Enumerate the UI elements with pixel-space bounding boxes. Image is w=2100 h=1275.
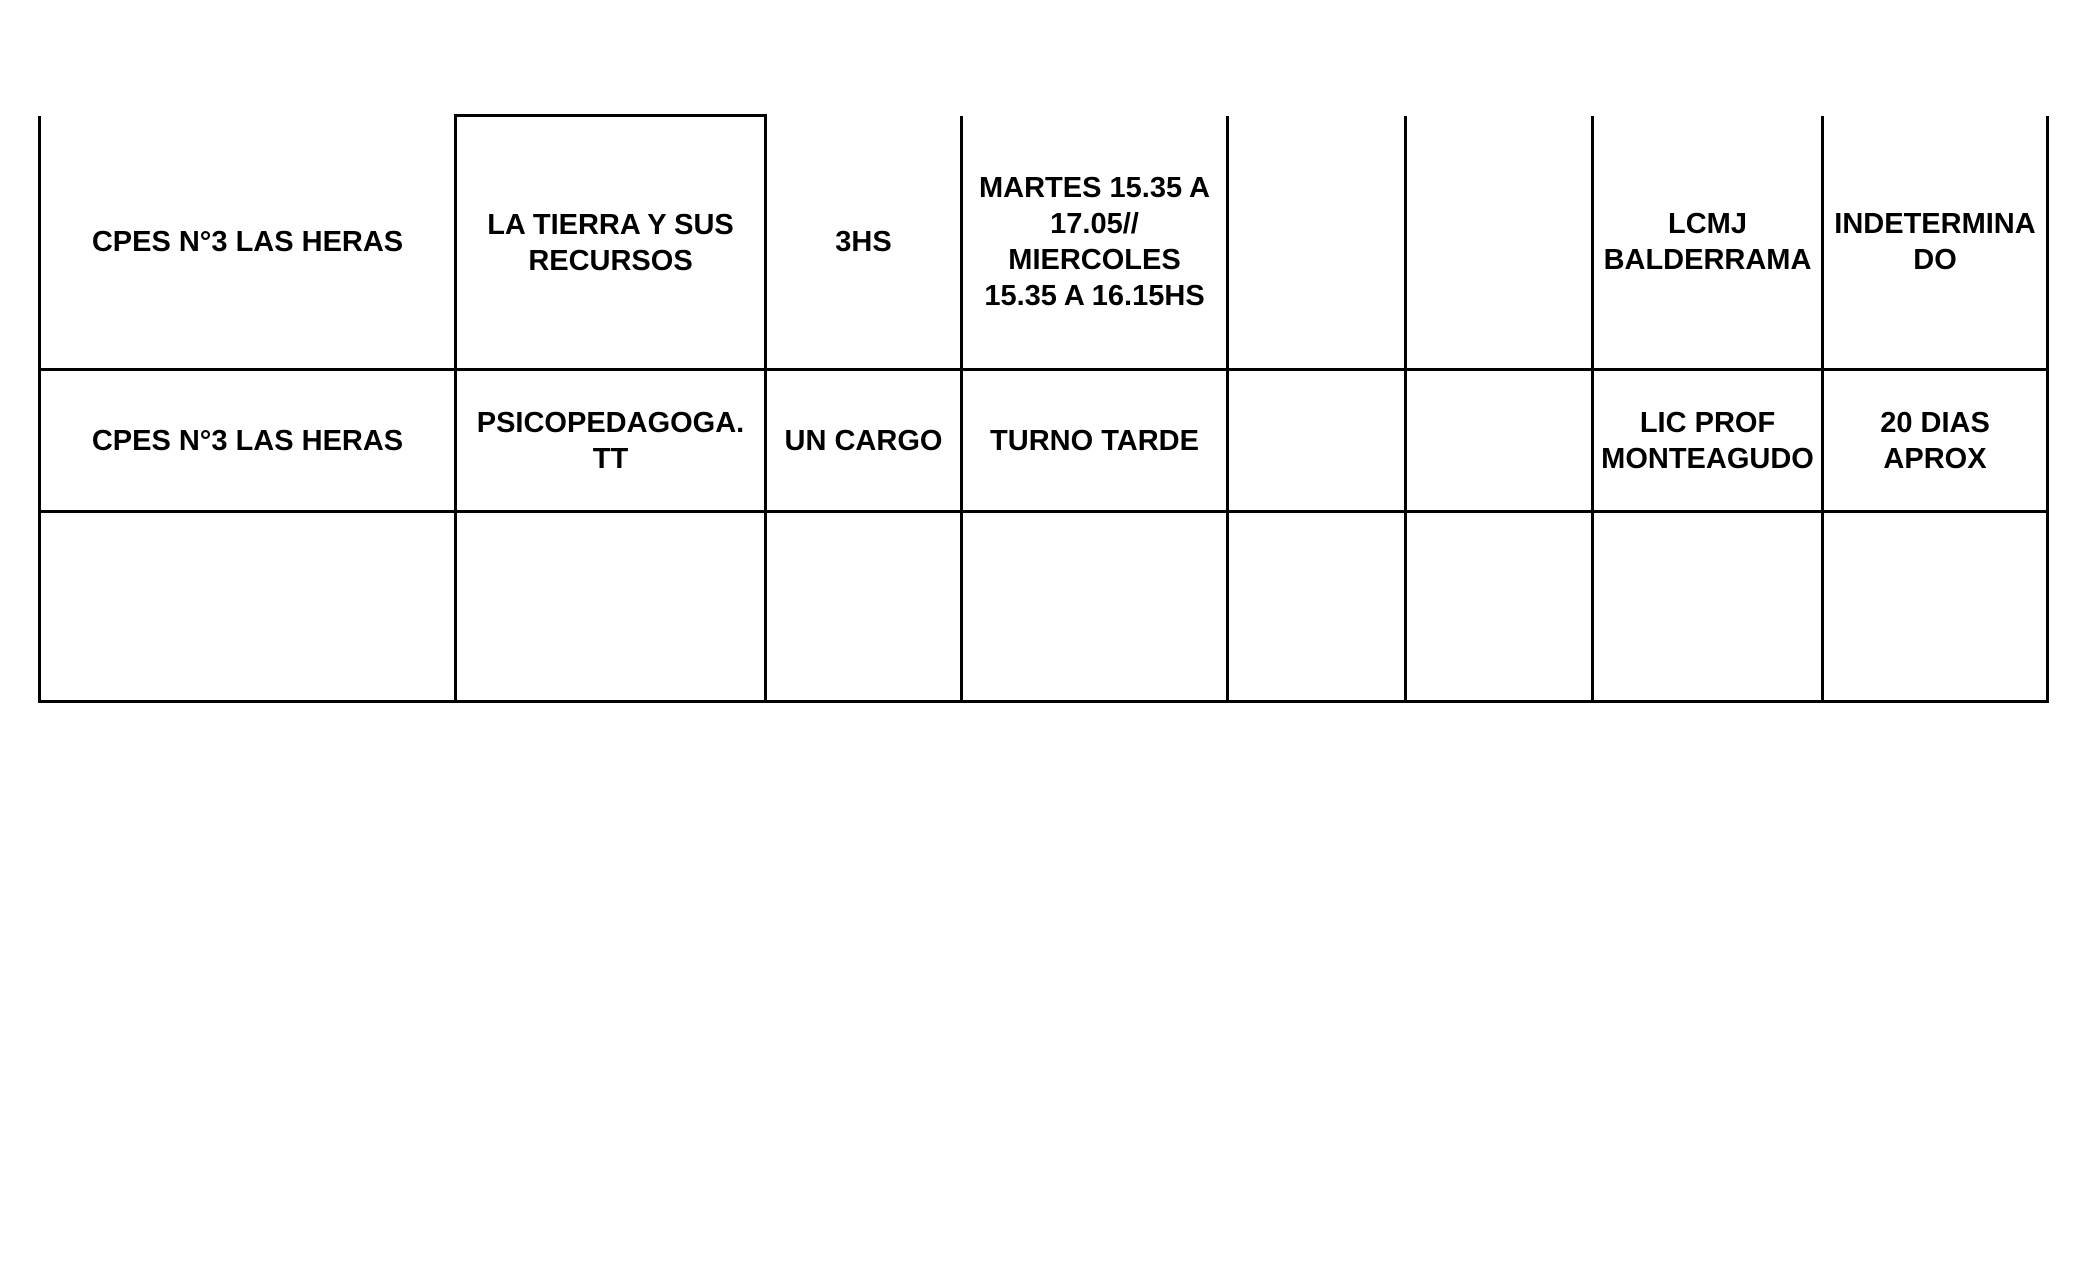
- table-cell-empty: [1823, 512, 2048, 702]
- table-cell-empty: [1228, 116, 1406, 370]
- table-cell-teacher: LCMJ BALDERRAMA: [1593, 116, 1823, 370]
- table-row: [40, 370, 2048, 512]
- table-cell-empty: [1406, 116, 1593, 370]
- table-cell-empty: [1406, 512, 1593, 702]
- table-cell-empty: [1228, 370, 1406, 512]
- table-cell-empty: [456, 512, 766, 702]
- table-cell-school: CPES N°3 LAS HERAS: [40, 116, 456, 370]
- table-cell-empty: [1593, 512, 1823, 702]
- table-cell-hours: UN CARGO: [766, 370, 962, 512]
- table-cell-school: CPES N°3 LAS HERAS: [40, 370, 456, 512]
- table-cell-duration: 20 DIAS APROX: [1823, 370, 2048, 512]
- table-cell-schedule: TURNO TARDE: [962, 370, 1228, 512]
- table-row: [40, 116, 2048, 370]
- table-cell-subject: LA TIERRA Y SUS RECURSOS: [456, 116, 766, 370]
- table-cell-empty: [962, 512, 1228, 702]
- table-cell-schedule: MARTES 15.35 A 17.05// MIERCOLES 15.35 A 16.15HS: [962, 116, 1228, 370]
- table-cell-empty: [766, 512, 962, 702]
- table-cell-empty: [40, 512, 456, 702]
- table-cell-hours: 3HS: [766, 116, 962, 370]
- vacancy-table: [38, 114, 2049, 703]
- table-cell-duration: INDETERMINA DO: [1823, 116, 2048, 370]
- table-cell-teacher: LIC PROF MONTEAGUDO: [1593, 370, 1823, 512]
- table-cell-subject: PSICOPEDAGOGA. TT: [456, 370, 766, 512]
- table-cell-empty: [1406, 370, 1593, 512]
- table-cell-empty: [1228, 512, 1406, 702]
- table-row: [40, 512, 2048, 702]
